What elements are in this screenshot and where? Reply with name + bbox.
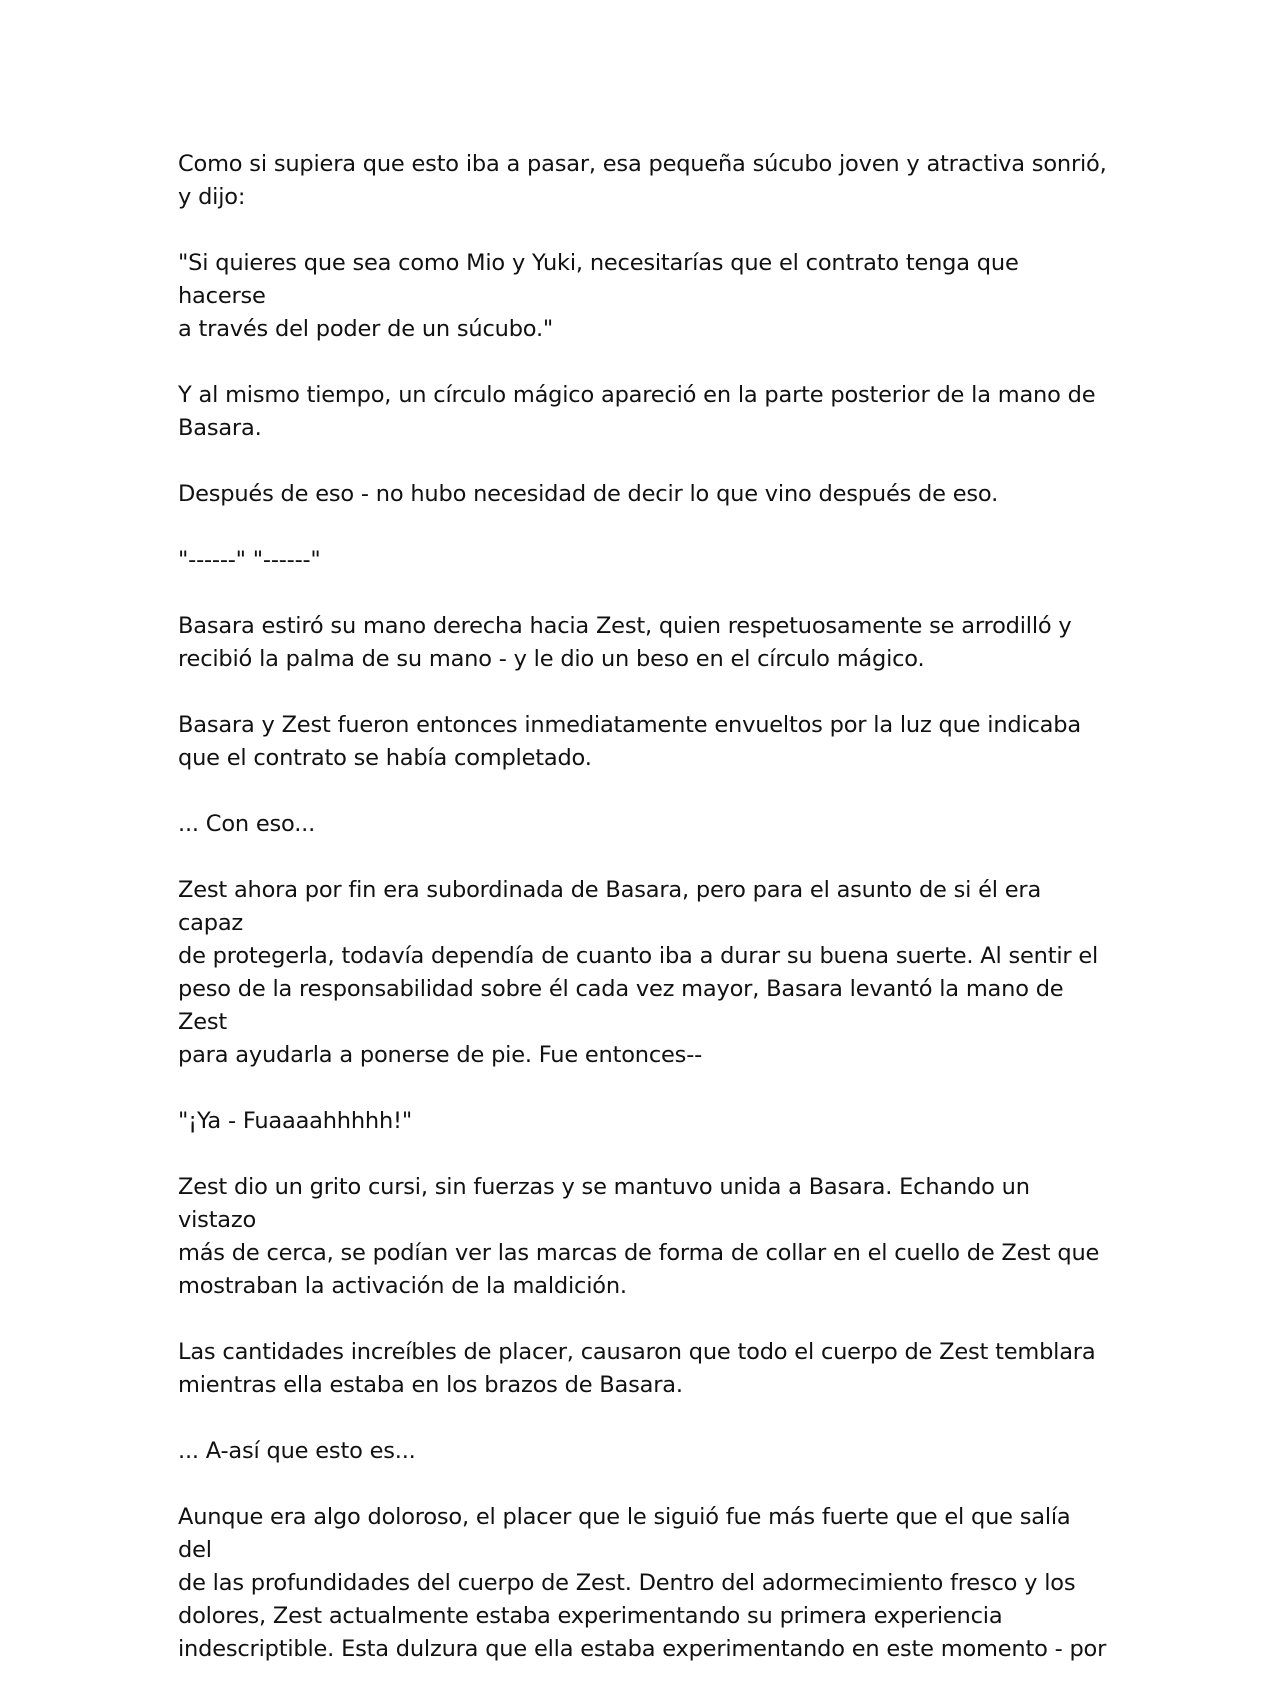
paragraph: "------" "------" bbox=[178, 547, 321, 573]
paragraph: Zest ahora por fin era subordinada de Basara, pero para el asunto de si él era capaz de protegerla, todavía dependía de cuanto iba a durar su buena suerte. Al sentir el peso de la responsabilidad sobre él cada vez mayor, Basara levantó la mano de Zest para ayudarla a ponerse de pie. Fue entonces-- bbox=[178, 877, 1099, 1068]
paragraph: Basara y Zest fueron entonces inmediatamente envueltos por la luz que indicaba que el contrato se había completado. bbox=[178, 712, 1081, 771]
paragraph: Zest dio un grito cursi, sin fuerzas y se mantuvo unida a Basara. Echando un vistazo más de cerca, se podían ver las marcas de forma de collar en el cuello de Zest que mostraban la activación de la maldición. bbox=[178, 1174, 1100, 1299]
paragraph: Aunque era algo doloroso, el placer que le siguió fue más fuerte que el que salía del de las profundidades del cuerpo de Zest. Dentro del adormecimiento fresco y los dolores, Zest actualmente estaba experimentando su primera experiencia indescriptible. Esta dulzura que ella estaba experimentando en este momento - por bbox=[178, 1504, 1107, 1662]
paragraph: Como si supiera que esto iba a pasar, esa pequeña súcubo joven y atractiva sonrió, y dijo: bbox=[178, 151, 1107, 210]
paragraph: Basara estiró su mano derecha hacia Zest, quien respetuosamente se arrodilló y recibió la palma de su mano - y le dio un beso en el círculo mágico. bbox=[178, 613, 1072, 672]
document-page bbox=[178, 148, 1108, 1699]
paragraph: "¡Ya - Fuaaaahhhhh!" bbox=[178, 1108, 413, 1134]
paragraph: ... Con eso... bbox=[178, 811, 316, 837]
paragraph: Y al mismo tiempo, un círculo mágico apareció en la parte posterior de la mano de Basara. bbox=[178, 382, 1096, 441]
paragraph: "Si quieres que sea como Mio y Yuki, necesitarías que el contrato tenga que hacerse a través del poder de un súcubo." bbox=[178, 250, 1019, 342]
paragraph: Después de eso - no hubo necesidad de decir lo que vino después de eso. bbox=[178, 481, 999, 507]
paragraph: ... A-así que esto es... bbox=[178, 1438, 416, 1464]
paragraph: Las cantidades increíbles de placer, causaron que todo el cuerpo de Zest temblara mientras ella estaba en los brazos de Basara. bbox=[178, 1339, 1096, 1398]
